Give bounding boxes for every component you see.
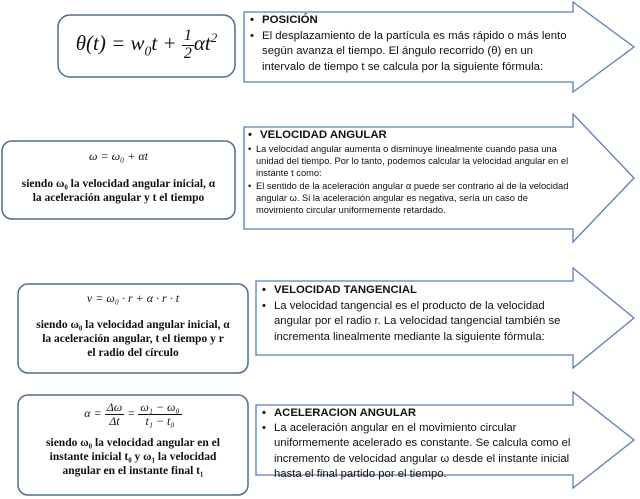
bullet-item (248, 180, 572, 217)
note-line: la aceleración angular, t el tiempo y r (42, 333, 224, 346)
formula-box-velocidad-tangencial (18, 284, 248, 373)
arrow-text-posicion (250, 13, 572, 75)
formula-posicion-lhs: θ(t) = w (75, 31, 145, 56)
bullet-item (250, 29, 572, 76)
formula-posicion-sub: 0 (144, 43, 152, 59)
note-line: siendo ω₀ la velocidad angular inicial, α (21, 178, 216, 190)
formula-box-velocidad-angular (2, 141, 235, 219)
section-title: VELOCIDAD TANGENCIAL (274, 284, 417, 296)
note-line: instante inicial t₀ y ω₁ la velocidad (49, 451, 217, 464)
note-velocidad-tangencial (18, 318, 248, 360)
formula-posicion-mid: t + (151, 31, 182, 56)
bullet-text: La velocidad angular aumenta o disminuye linealmente cuando pasa una unidad del tiempo. Por lo tanto, podemos calcular la velocidad angular en el instante t como: (256, 144, 569, 179)
bullet-text: El sentido de la aceleración angular α puede ser contrario al de la velocidad angular ω. Si la aceleración angular es negativa, sería un caso de movimiento circular uniformemente retardado. (256, 180, 569, 216)
formula-velocidad-angular: ω = ω₀ + αt (89, 149, 148, 163)
fraction-denominator: t₁ − t₀ (145, 413, 175, 428)
section-title: POSICIÓN (262, 14, 318, 26)
bullet-icon: • (262, 299, 266, 312)
section-title: VELOCIDAD ANGULAR (260, 129, 387, 141)
formula-posicion-tail: αt (193, 31, 211, 56)
note-line: siendo ω₀ la velocidad angular en el (46, 437, 220, 450)
section-heading-velocidad-tangencial (262, 283, 572, 299)
formula-posicion-fraction (182, 28, 194, 63)
fraction-denominator: 2 (183, 44, 192, 62)
arrow-text-velocidad-angular (248, 128, 572, 216)
note-aceleracion-angular (18, 436, 248, 478)
arrow-text-aceleracion-angular (262, 406, 572, 482)
formula-box-posicion (58, 15, 235, 77)
section-title: ACELERACION ANGULAR (274, 407, 417, 419)
formula-aceleracion-eq: = (124, 405, 139, 420)
bullet-item (262, 421, 572, 482)
formula-aceleracion-fraction-1 (105, 401, 125, 427)
bullet-icon: • (262, 284, 266, 296)
bullet-text: La velocidad tangencial es el producto de la velocidad angular por el radio r. La velocidad tangencial también se incrementa linealmente mediante la siguiente fórmula: (274, 299, 561, 343)
note-line: siendo ω₀ la velocidad angular inicial, α (36, 319, 230, 331)
bullet-icon: • (250, 29, 254, 42)
formula-velocidad-tangencial: v = ω₀ · r + α · r · t (86, 291, 180, 305)
fraction-numerator: Δω (106, 400, 123, 414)
fraction-numerator: 1 (183, 27, 192, 44)
bullet-text: La aceleración angular en el movimiento circular uniformemente acelerado es constante. Se calcula como el incremento de velocidad angular ω desde el instante inicial hasta el final partido por el tiempo. (274, 422, 571, 480)
fraction-denominator: Δt (109, 413, 120, 428)
formula-posicion (58, 28, 235, 63)
formula-aceleracion-fraction-2 (138, 401, 181, 427)
formula-box-aceleracion-angular (18, 395, 248, 495)
bullet-icon: • (248, 144, 252, 154)
formula-aceleracion-lhs: α = (84, 405, 105, 420)
note-line: angular en el instante final t₁ (62, 465, 204, 478)
section-heading-velocidad-angular (248, 128, 572, 143)
bullet-icon: • (262, 407, 266, 419)
formula-posicion-sup: 2 (210, 30, 218, 46)
note-velocidad-angular (2, 177, 235, 205)
bullet-icon: • (248, 129, 252, 141)
fraction-numerator: ω₁ − ω₀ (140, 400, 180, 414)
section-heading-posicion (250, 13, 572, 29)
bullet-icon: • (250, 14, 254, 26)
arrow-text-velocidad-tangencial (262, 283, 572, 345)
bullet-text: El desplazamiento de la partícula es más rápido o más lento según avanza el tiempo. El ángulo recorrido (θ) en un intervalo de tiempo t se calcula por la siguiente fórmula: (262, 29, 567, 73)
bullet-icon: • (262, 422, 266, 435)
formula-aceleracion-angular (18, 401, 248, 427)
bullet-item (248, 143, 572, 180)
bullet-icon: • (248, 180, 252, 191)
note-line: la aceleración angular y t el tiempo (32, 192, 205, 205)
bullet-item (262, 299, 572, 346)
note-line: el radio del círculo (87, 347, 179, 360)
section-heading-aceleracion-angular (262, 406, 572, 421)
